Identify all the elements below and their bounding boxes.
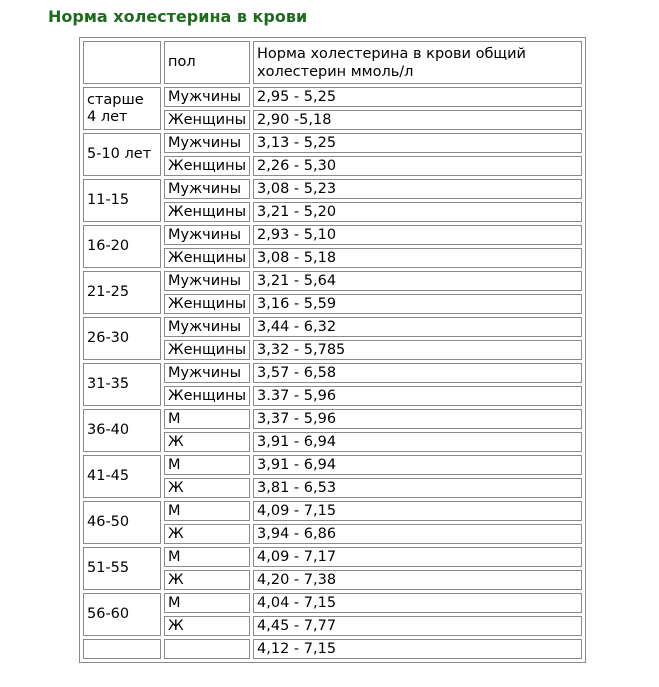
range-cell: 2,26 - 5,30 xyxy=(253,156,582,176)
table-row xyxy=(83,409,582,429)
range-cell: 2,93 - 5,10 xyxy=(253,225,582,245)
age-group-cell: 31-35 xyxy=(83,363,161,406)
sex-cell: Женщины xyxy=(164,294,250,314)
range-cell: 3,44 - 6,32 xyxy=(253,317,582,337)
table-row xyxy=(83,455,582,475)
sex-cell: Мужчины xyxy=(164,87,250,107)
sex-cell: Мужчины xyxy=(164,225,250,245)
sex-cell: Ж xyxy=(164,478,250,498)
table-row xyxy=(83,179,582,199)
range-cell: 4,04 - 7,15 xyxy=(253,593,582,613)
range-cell: 3,91 - 6,94 xyxy=(253,455,582,475)
page-title: Норма холестерина в крови xyxy=(48,7,308,26)
range-cell: 3,37 - 5,96 xyxy=(253,409,582,429)
table-row xyxy=(83,271,582,291)
sex-cell: М xyxy=(164,547,250,567)
table-row xyxy=(83,225,582,245)
age-group-cell: 41-45 xyxy=(83,455,161,498)
header-range-cell: Норма холестерина в крови общий холестерин ммоль/л xyxy=(253,41,582,84)
range-cell: 3,08 - 5,18 xyxy=(253,248,582,268)
table-row xyxy=(83,593,582,613)
range-cell: 3,21 - 5,64 xyxy=(253,271,582,291)
table-row xyxy=(83,501,582,521)
partial-age-cell xyxy=(83,639,161,659)
table-row xyxy=(83,317,582,337)
range-cell: 3,16 - 5,59 xyxy=(253,294,582,314)
table-header-row xyxy=(83,41,582,84)
sex-cell: М xyxy=(164,593,250,613)
range-cell: 3,13 - 5,25 xyxy=(253,133,582,153)
table-row xyxy=(83,87,582,107)
sex-cell: Мужчины xyxy=(164,179,250,199)
sex-cell: Женщины xyxy=(164,248,250,268)
partial-sex-cell xyxy=(164,639,250,659)
table-row xyxy=(83,363,582,383)
sex-cell: Мужчины xyxy=(164,133,250,153)
sex-cell: Женщины xyxy=(164,386,250,406)
range-cell: 4,45 - 7,77 xyxy=(253,616,582,636)
sex-cell: Женщины xyxy=(164,202,250,222)
table-row xyxy=(83,547,582,567)
partial-range-cell: 4,12 - 7,15 xyxy=(253,639,582,659)
sex-cell: Ж xyxy=(164,570,250,590)
sex-cell: М xyxy=(164,455,250,475)
sex-cell: Женщины xyxy=(164,156,250,176)
age-group-cell: 51-55 xyxy=(83,547,161,590)
table-row-partial xyxy=(83,639,582,659)
range-cell: 4,09 - 7,15 xyxy=(253,501,582,521)
range-cell: 2,95 - 5,25 xyxy=(253,87,582,107)
age-group-cell: 11-15 xyxy=(83,179,161,222)
sex-cell: Женщины xyxy=(164,110,250,130)
range-cell: 3,91 - 6,94 xyxy=(253,432,582,452)
sex-cell: М xyxy=(164,501,250,521)
age-group-cell: 21-25 xyxy=(83,271,161,314)
range-cell: 3.37 - 5,96 xyxy=(253,386,582,406)
sex-cell: М xyxy=(164,409,250,429)
sex-cell: Мужчины xyxy=(164,363,250,383)
range-cell: 4,20 - 7,38 xyxy=(253,570,582,590)
range-cell: 3,94 - 6,86 xyxy=(253,524,582,544)
range-cell: 3,21 - 5,20 xyxy=(253,202,582,222)
age-group-cell: 46-50 xyxy=(83,501,161,544)
range-cell: 4,09 - 7,17 xyxy=(253,547,582,567)
age-group-cell: 36-40 xyxy=(83,409,161,452)
sex-cell: Ж xyxy=(164,616,250,636)
range-cell: 2,90 -5,18 xyxy=(253,110,582,130)
age-group-cell: 5-10 лет xyxy=(83,133,161,176)
sex-cell: Мужчины xyxy=(164,271,250,291)
sex-cell: Женщины xyxy=(164,340,250,360)
range-cell: 3,81 - 6,53 xyxy=(253,478,582,498)
cholesterol-table xyxy=(79,37,586,663)
table-row xyxy=(83,133,582,153)
age-group-cell: 26-30 xyxy=(83,317,161,360)
header-sex-cell: пол xyxy=(164,41,250,84)
sex-cell: Ж xyxy=(164,432,250,452)
sex-cell: Ж xyxy=(164,524,250,544)
range-cell: 3,32 - 5,785 xyxy=(253,340,582,360)
sex-cell: Мужчины xyxy=(164,317,250,337)
range-cell: 3,57 - 6,58 xyxy=(253,363,582,383)
header-age-cell xyxy=(83,41,161,84)
age-group-cell: 16-20 xyxy=(83,225,161,268)
age-group-cell: 56-60 xyxy=(83,593,161,636)
range-cell: 3,08 - 5,23 xyxy=(253,179,582,199)
age-group-cell: старше 4 лет xyxy=(83,87,161,130)
